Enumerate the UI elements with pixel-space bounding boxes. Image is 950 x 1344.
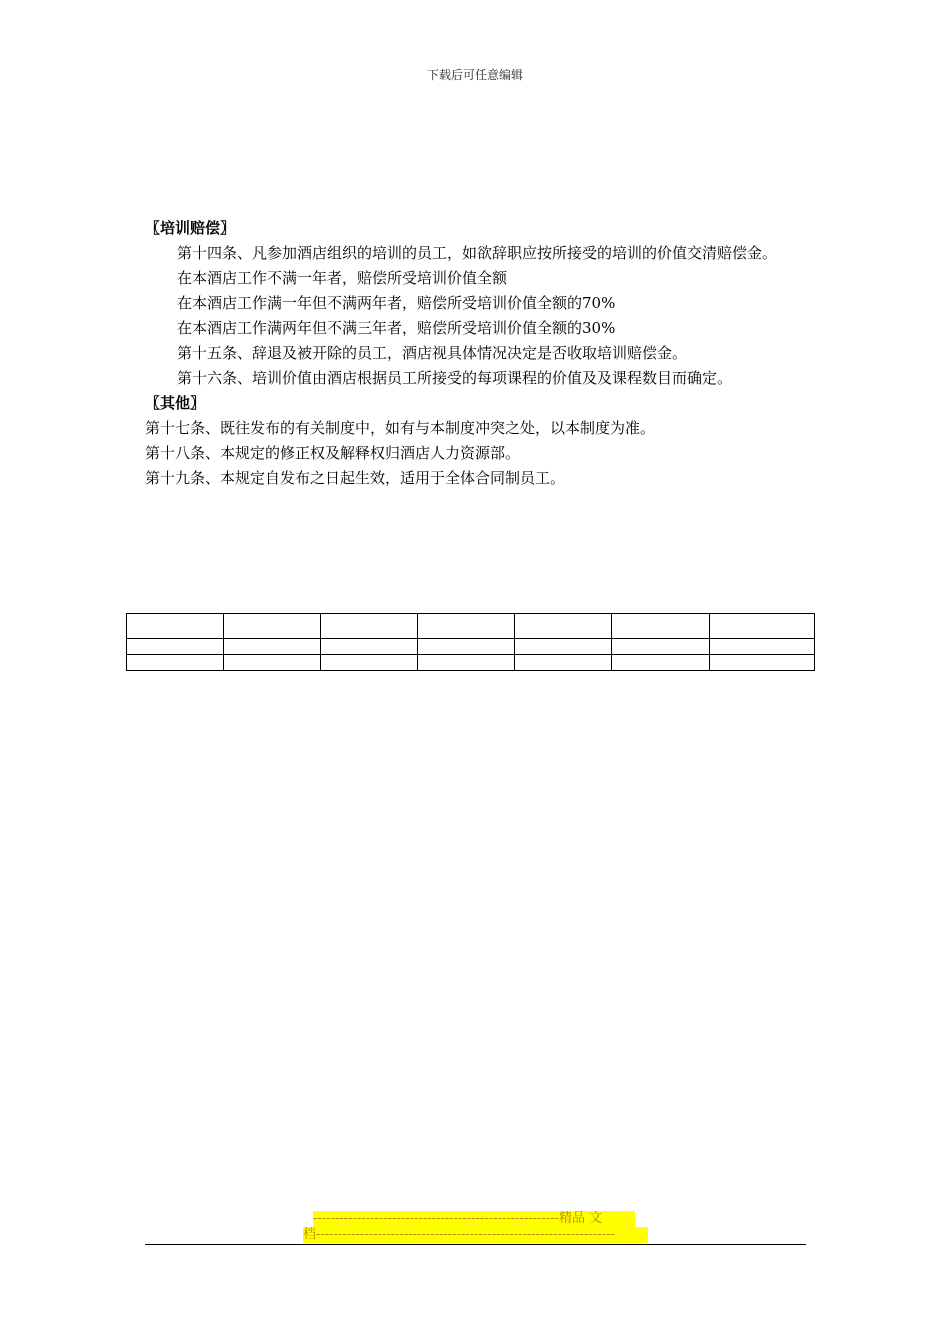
- table-cell: [321, 639, 418, 655]
- table-cell: [418, 655, 515, 671]
- table-cell: [127, 639, 224, 655]
- article-17: 第十七条、既往发布的有关制度中，如有与本制度冲突之处，以本制度为准。: [145, 419, 656, 437]
- table-cell: [515, 639, 612, 655]
- table-cell: [612, 614, 710, 639]
- article-14: 第十四条、凡参加酒店组织的培训的员工，如欲辞职应按所接受的培训的价值交清赔偿金。: [177, 244, 778, 262]
- page-header-note: 下载后可任意编辑: [426, 68, 523, 82]
- table-cell: [224, 614, 321, 639]
- article-19: 第十九条、本规定自发布之日起生效，适用于全体合同制员工。: [145, 469, 566, 487]
- footer-divider: [145, 1244, 806, 1245]
- table-cell: [710, 655, 815, 671]
- empty-table: [126, 613, 815, 671]
- table-cell: [515, 614, 612, 639]
- compensation-rule-under-1-year: 在本酒店工作不满一年者，赔偿所受培训价值全额: [177, 269, 508, 287]
- article-16: 第十六条、培训价值由酒店根据员工所接受的每项课程的价值及及课程数目而确定。: [177, 369, 733, 387]
- table-row: [127, 655, 815, 671]
- table-cell: [321, 655, 418, 671]
- table-row: [127, 614, 815, 639]
- compensation-rule-2-to-3-years: 在本酒店工作满两年但不满三年者，赔偿所受培训价值全额的30%: [177, 319, 616, 337]
- section-title-other: 〖其他〗: [145, 394, 206, 412]
- table-cell: [418, 639, 515, 655]
- footer-watermark-line-2: 档--------------------------------------------------------------------: [303, 1227, 648, 1243]
- table-cell: [710, 614, 815, 639]
- document-body: [145, 216, 805, 491]
- footer-watermark-line-1: --------------------------------------------------------精品 文: [313, 1211, 635, 1227]
- table-cell: [515, 655, 612, 671]
- table-cell: [418, 614, 515, 639]
- table-row: [127, 639, 815, 655]
- table-cell: [710, 639, 815, 655]
- table-cell: [612, 655, 710, 671]
- table-cell: [321, 614, 418, 639]
- table-cell: [224, 639, 321, 655]
- article-15: 第十五条、辞退及被开除的员工，酒店视具体情况决定是否收取培训赔偿金。: [177, 344, 688, 362]
- table-cell: [612, 639, 710, 655]
- table-cell: [224, 655, 321, 671]
- table-cell: [127, 655, 224, 671]
- section-title-training-compensation: 〖培训赔偿〗: [145, 219, 236, 237]
- compensation-rule-1-to-2-years: 在本酒店工作满一年但不满两年者，赔偿所受培训价值全额的70%: [177, 294, 616, 312]
- table-cell: [127, 614, 224, 639]
- article-18: 第十八条、本规定的修正权及解释权归酒店人力资源部。: [145, 444, 521, 462]
